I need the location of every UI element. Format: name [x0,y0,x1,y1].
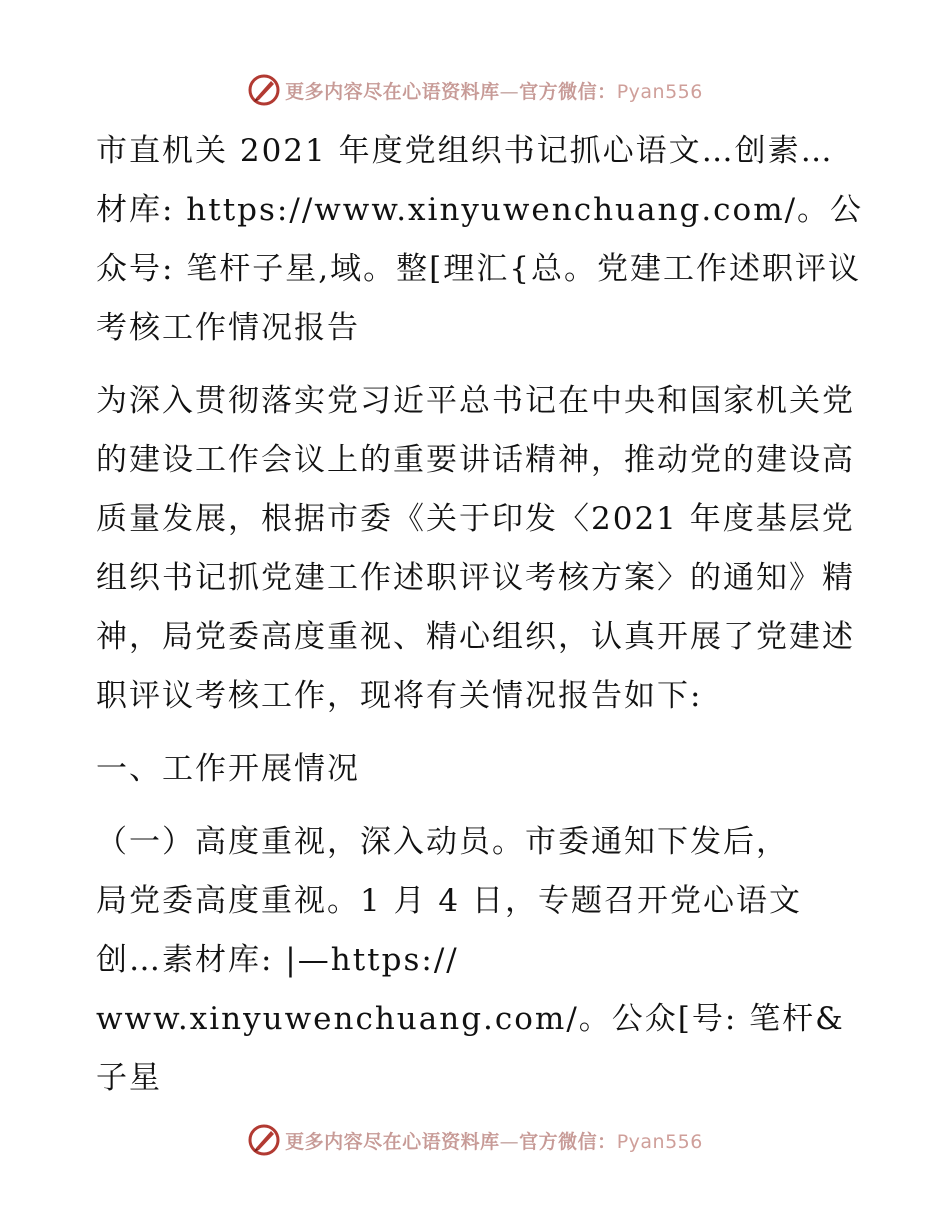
pen-logo-icon [247,73,281,107]
watermark-wechat-id: Pyan556 [616,80,703,103]
subsection-line: www.xinyuwenchuang.com/。公众[号: 笔杆&子星 [96,1001,845,1096]
subsection-line: （一）高度重视，深入动员。市委通知下发后， [96,824,789,860]
watermark-text [285,77,703,104]
section-heading: 一、工作开展情况 [96,751,360,787]
intro-paragraph: 为深入贯彻落实党习近平总书记在中央和国家机关党的建设工作会议上的重要讲话精神，推动党的建设高质量发展，根据市委《关于印发〈2021 年度基层党组织书记抓党建工作述职评议考核方案〉的通知》精神，局党委高度重视、精心组织，认真开展了党建述职评议考核工作，现将有关情况报告如下: [96,383,855,714]
subsection-paragraph [96,813,866,1108]
watermark-separator: — [499,80,520,103]
watermark-separator: — [499,1130,520,1153]
subsection-line: 创…素材库: |—https:// [96,942,459,978]
watermark-main: 更多内容尽在心语资料库 [285,1130,500,1153]
watermark-banner-top [0,70,950,110]
document-title: 市直机关 2021 年度党组织书记抓心语文…创素…材库: https://www.xinyuwenchuang.com/。公众号: 笔杆子星,域。整[理汇{总。党建工作述职评议考核工作情况报告 [96,133,864,346]
watermark-text [285,1127,703,1154]
watermark-main: 更多内容尽在心语资料库 [285,80,500,103]
watermark-banner-bottom [0,1120,950,1160]
subsection-line: 局党委高度重视。1 月 4 日，专题召开党心语文 [96,883,803,919]
watermark-label: 官方微信： [519,1130,617,1153]
watermark-label: 官方微信： [519,80,617,103]
pen-logo-icon [247,1123,281,1157]
document-body [96,122,866,1108]
watermark-wechat-id: Pyan556 [616,1130,703,1153]
